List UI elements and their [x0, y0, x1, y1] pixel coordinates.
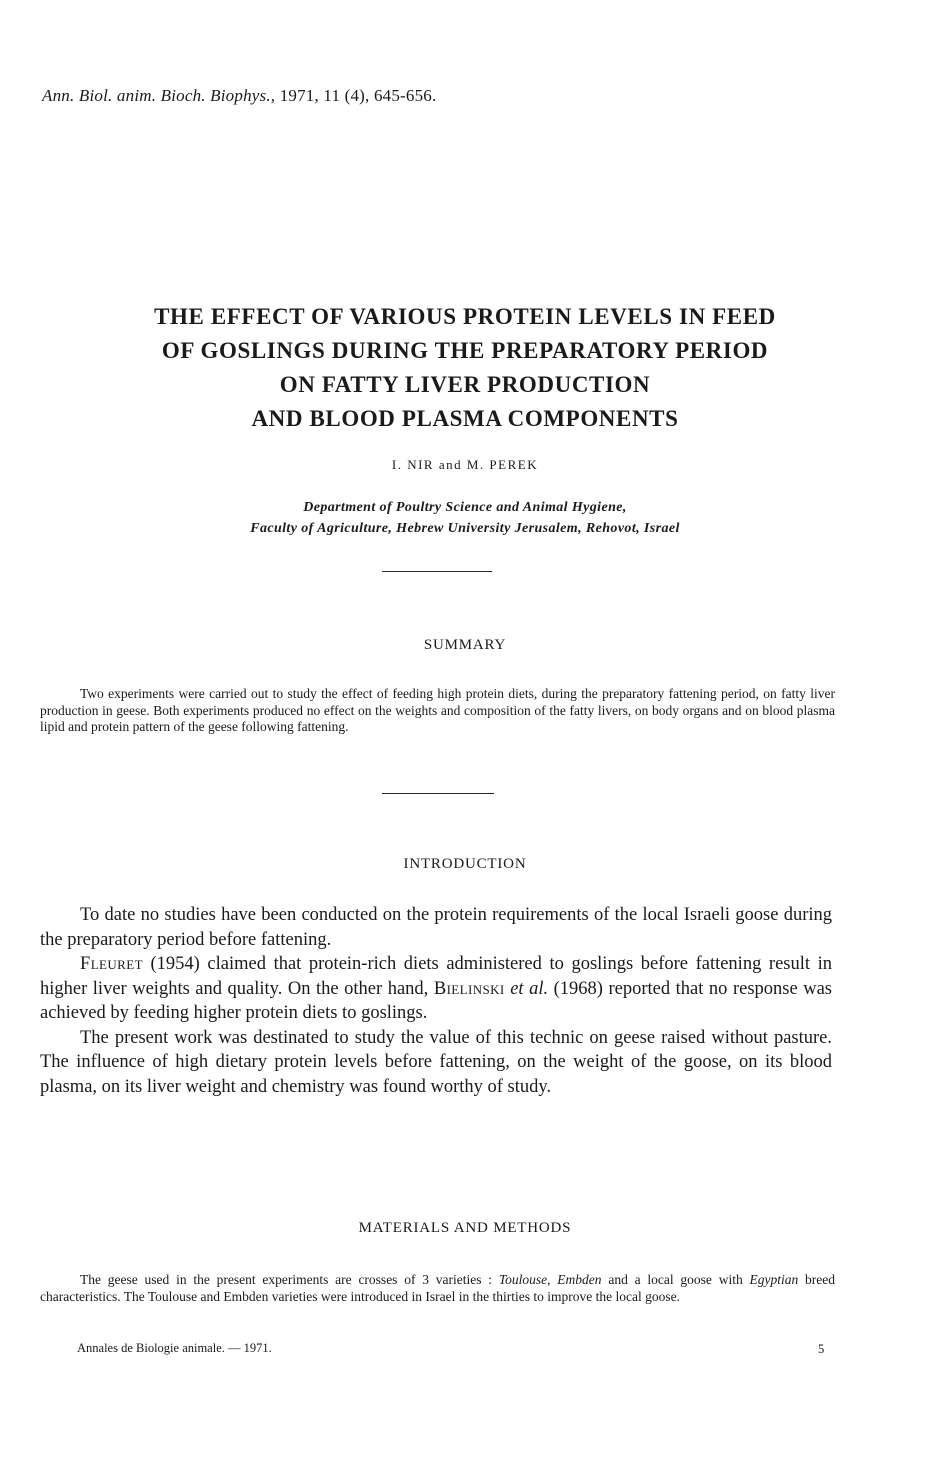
divider-rule [382, 793, 494, 794]
variety-name: Embden [557, 1272, 602, 1287]
page-number: 5 [818, 1342, 825, 1356]
intro-text: (1954) claimed that protein-rich diets administered to goslings before fattening result in higher liver weights and quality. On the other hand, [40, 954, 832, 999]
separator: , [547, 1272, 558, 1287]
authors: I. NIR and M. PEREK [391, 457, 539, 472]
methods-heading: MATERIALS AND METHODS [358, 1220, 572, 1236]
intro-paragraph: The present work was destinated to study the value of this technic on geese raised without pasture. The influence of high dietary protein levels before fattening, on the weight of the goose, on its blood plasma, on its liver weight and chemistry was found worthy of study. [40, 1027, 832, 1097]
footer-journal: Annales de Biologie animale. — 1971. [77, 1341, 272, 1355]
summary-body: Two experiments were carried out to study the effect of feeding high protein diets, during the preparatory fattening period, on fatty liver production in geese. Both experiments produced no effect on the weights and composition of the fatty livers, on body organs and on blood plasma lipid and protein pattern of the geese following fattening. [40, 686, 835, 734]
citation-journal: Ann. Biol. anim. Bioch. Biophys., [42, 86, 276, 105]
divider-rule [382, 571, 492, 572]
intro-paragraph: To date no studies have been conducted on the protein requirements of the local Israeli goose during the preparatory period before fattening. [40, 905, 832, 950]
variety-name: Toulouse [498, 1272, 548, 1287]
methods-text [40, 1272, 835, 1305]
methods-body: breed characteristics. The Toulouse and Embden varieties were introduced in Israel in the thirties to improve the local goose. [40, 1272, 836, 1304]
journal-citation [42, 86, 436, 106]
cited-author: Fleuret [80, 954, 143, 974]
intro-paragraph [40, 952, 832, 1026]
methods-body: and a local goose with [601, 1272, 750, 1287]
affiliation-line: Faculty of Agriculture, Hebrew University Jerusalem, Rehovot, Israel [250, 521, 680, 536]
introduction-heading: INTRODUCTION [403, 856, 527, 872]
variety-name: Egyptian [749, 1272, 799, 1287]
cited-author: Bielinski [433, 978, 505, 999]
title-line: THE EFFECT OF VARIOUS PROTEIN LEVELS IN FEED [154, 304, 776, 329]
title-line: ON FATTY LIVER PRODUCTION [279, 372, 651, 397]
introduction-body [40, 903, 832, 1099]
affiliation-line: Department of Poultry Science and Animal Hygiene, [303, 500, 627, 515]
title-line: OF GOSLINGS DURING THE PREPARATORY PERIOD [161, 338, 769, 363]
summary-text [40, 686, 835, 736]
summary-heading: SUMMARY [423, 637, 507, 653]
paper-title [40, 300, 890, 436]
citation-details: 1971, 11 (4), 645-656. [279, 86, 437, 105]
affiliation [0, 497, 930, 539]
intro-text: (1968) reported that no response was achieved by feeding higher protein diets to goslings. [40, 978, 833, 1023]
title-line: AND BLOOD PLASMA COMPONENTS [251, 406, 679, 431]
methods-body: The geese used in the present experiments are crosses of 3 varieties : [80, 1272, 499, 1287]
et-al: et al. [510, 978, 549, 999]
